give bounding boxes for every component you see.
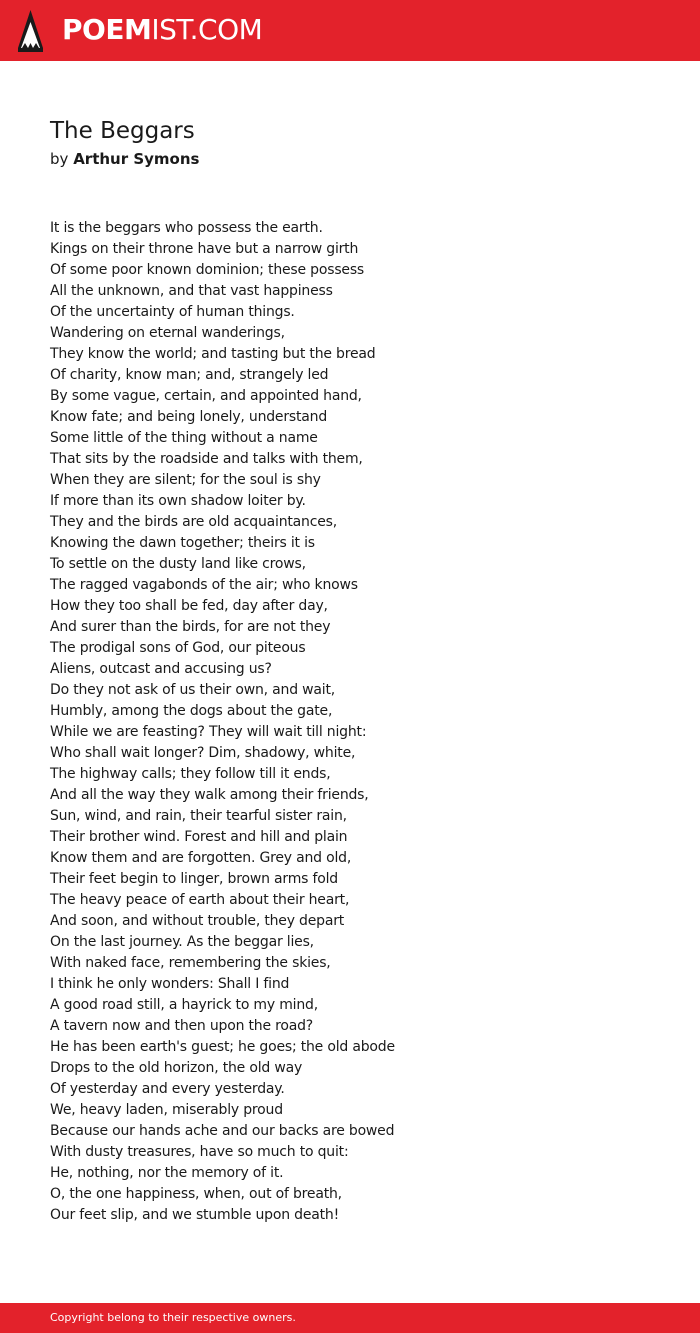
poem-line: It is the beggars who possess the earth. bbox=[50, 220, 323, 236]
poem-line: Know fate; and being lonely, understand bbox=[50, 409, 328, 425]
poem-line: And all the way they walk among their friends, bbox=[50, 787, 369, 803]
poem-line: To settle on the dusty land like crows, bbox=[50, 556, 306, 572]
logo-text-bold: POEM bbox=[62, 13, 152, 46]
poem-line: With dusty treasures, have so much to quit: bbox=[50, 1144, 349, 1160]
poem-line: That sits by the roadside and talks with them, bbox=[50, 451, 363, 467]
poem-line: They and the birds are old acquaintances, bbox=[50, 514, 337, 530]
poem-line: Of yesterday and every yesterday. bbox=[50, 1081, 285, 1097]
site-header bbox=[0, 0, 700, 61]
poem-line: He, nothing, nor the memory of it. bbox=[50, 1165, 284, 1181]
logo-text-light: IST.COM bbox=[151, 13, 263, 46]
poem-line: Who shall wait longer? Dim, shadowy, white, bbox=[50, 745, 356, 761]
poem-line: Of charity, know man; and, strangely led bbox=[50, 367, 329, 383]
poem-line: Their feet begin to linger, brown arms fold bbox=[50, 871, 338, 887]
author-name: Arthur Symons bbox=[73, 150, 200, 168]
poem-line: Kings on their throne have but a narrow girth bbox=[50, 241, 359, 257]
poem-line: Knowing the dawn together; theirs it is bbox=[50, 535, 315, 551]
site-logo[interactable] bbox=[62, 12, 262, 48]
poem-line: Of some poor known dominion; these possess bbox=[50, 262, 365, 278]
poem-line: O, the one happiness, when, out of breath, bbox=[50, 1186, 342, 1202]
poem-line: On the last journey. As the beggar lies, bbox=[50, 934, 314, 950]
poem-line: How they too shall be fed, day after day, bbox=[50, 598, 328, 614]
poem-line: They know the world; and tasting but the bread bbox=[50, 346, 376, 362]
poem-line: And surer than the birds, for are not they bbox=[50, 619, 331, 635]
poem-line: I think he only wonders: Shall I find bbox=[50, 976, 290, 992]
poem-line: Know them and are forgotten. Grey and old, bbox=[50, 850, 352, 866]
poem-line: We, heavy laden, miserably proud bbox=[50, 1102, 283, 1118]
poem-line: A good road still, a hayrick to my mind, bbox=[50, 997, 318, 1013]
poem-line: When they are silent; for the soul is shy bbox=[50, 472, 321, 488]
poem-line: He has been earth's guest; he goes; the old abode bbox=[50, 1039, 395, 1055]
poem-body bbox=[50, 218, 670, 1226]
poem-line: Because our hands ache and our backs are bowed bbox=[50, 1123, 395, 1139]
poem-line: Their brother wind. Forest and hill and plain bbox=[50, 829, 348, 845]
poem-line: And soon, and without trouble, they depart bbox=[50, 913, 345, 929]
poem-line: Of the uncertainty of human things. bbox=[50, 304, 295, 320]
poem-line: Humbly, among the dogs about the gate, bbox=[50, 703, 333, 719]
by-label: by bbox=[50, 150, 69, 168]
poem-line: Sun, wind, and rain, their tearful sister rain, bbox=[50, 808, 347, 824]
site-footer bbox=[0, 1303, 700, 1333]
poem-line: The heavy peace of earth about their heart, bbox=[50, 892, 350, 908]
poem-line: Do they not ask of us their own, and wait, bbox=[50, 682, 335, 698]
poem-line: The prodigal sons of God, our piteous bbox=[50, 640, 306, 656]
poem-line: The ragged vagabonds of the air; who knows bbox=[50, 577, 358, 593]
poem-line: All the unknown, and that vast happiness bbox=[50, 283, 333, 299]
poem-line: A tavern now and then upon the road? bbox=[50, 1018, 314, 1034]
poem-line: The highway calls; they follow till it ends, bbox=[50, 766, 331, 782]
byline bbox=[50, 149, 199, 169]
poem-line: If more than its own shadow loiter by. bbox=[50, 493, 306, 509]
poem-line: Our feet slip, and we stumble upon death! bbox=[50, 1207, 339, 1223]
poem-title: The Beggars bbox=[50, 118, 195, 144]
poem-line: Drops to the old horizon, the old way bbox=[50, 1060, 303, 1076]
poem-line: With naked face, remembering the skies, bbox=[50, 955, 331, 971]
poem-line: While we are feasting? They will wait till night: bbox=[50, 724, 367, 740]
poem-line: Aliens, outcast and accusing us? bbox=[50, 661, 272, 677]
poem-line: By some vague, certain, and appointed hand, bbox=[50, 388, 362, 404]
copyright-text: Copyright belong to their respective owners. bbox=[50, 1311, 296, 1324]
poem-line: Wandering on eternal wanderings, bbox=[50, 325, 285, 341]
poem-line: Some little of the thing without a name bbox=[50, 430, 318, 446]
pencil-tip-icon[interactable] bbox=[18, 10, 43, 52]
